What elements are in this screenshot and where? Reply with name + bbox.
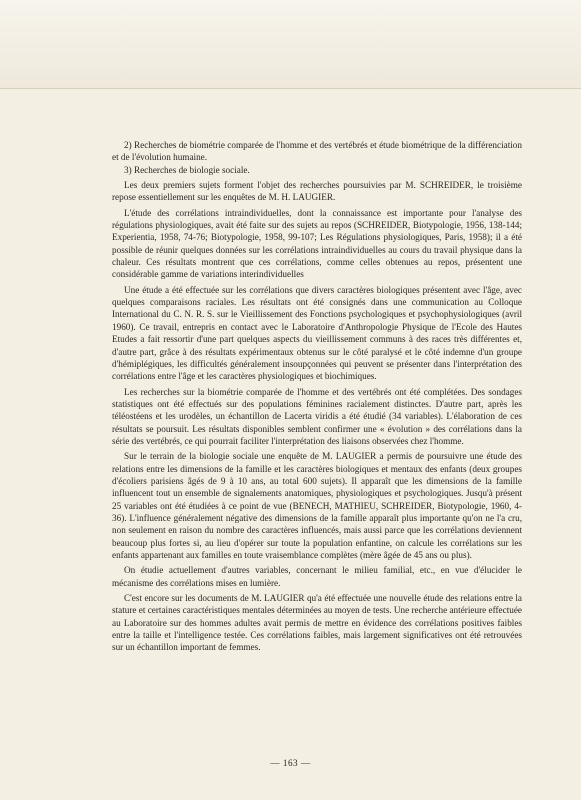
paragraph-comparative-biometry: Les recherches sur la biométrie comparée de l'homme et des vertébrés ont été complétées. Des sondages statistiques ont été effectués sur des populations féminines racialement distinctes. D'autre part, après les téléostéens et les urodèles, un échantillon de Lacerta viridis a été étudié (34 variables). L'élaboration de ces résultats se poursuit. Les résultats disponibles semblent confirmer une « évolution » des corrélations dans la série des vertébrés, ce qui pourrait faciliter l'interprétation des liaisons observées chez l'homme. [112, 386, 522, 446]
paragraph-social-biology: Sur le terrain de la biologie sociale une enquête de M. LAUGIER a permis de poursuivre une étude des relations entre les dimensions de la famille et les caractères biologiques et mentaux des enfants (deux groupes d'écoliers parisiens âgés de 9 à 10 ans, au total 600 sujets). Il apparaît que les dimensions de la famille influencent tout un ensemble de signalements anatomiques, physiologiques et psychologiques. Jusqu'à présent 25 variables ont été étudiées à ce point de vue (BENECH, MATHIEU, SCHREIDER, Biotypologie, 1960, 4-36). L'influence généralement négative des dimensions de la famille apparaît plus importante qu'on ne l'a cru, non seulement en raison du nombre des caractères influencés, mais aussi parce que les corrélations deviennent beaucoup plus fortes si, au lieu d'opérer sur toute la population enfantine, on calcule les corrélations sur les enfants appartenant aux familles en toute vraisemblance complètes (mère âgée de 45 ans ou plus). [112, 451, 522, 560]
paragraph-intraindividual: L'étude des corrélations intraindividuelles, dont la connaissance est importante pour l'analyse des régulations physiologiques, avait été faite sur des sujets au repos (SCHREIDER, Biotypologie, 1956, 138-144; Experientia, 1958, 74-76; Biotypologie, 1958, 99-107; Les Régulations physiologiques, Paris, 1958); il a été possible de réunir quelques données sur les corrélations intraindividuelles au cours du travail physique dans la chaleur. Ces résultats montrent que ces corrélations, comme celles obtenues au repos, présentent une considérable gamme de variations interindividuelles [112, 207, 522, 280]
paragraph-age-correlations: Une étude a été effectuée sur les corrélations que divers caractères biologiques présentent avec l'âge, avec quelques comparaisons raciales. Les résultats ont été consignés dans une communication au Colloque International du C. N. R. S. sur le Vieillissement des Fonctions psychologiques et psychophysiologiques (avril 1960). Ce travail, entrepris en contact avec le Laboratoire d'Anthropologie Physique de l'Ecole des Hautes Etudes a fait ressortir d'une part quelques aspects du vieillissement communs à des races très différentes et, d'autre part, grâce à des résultats expérimentaux obtenus sur le côté paralysé et le côté indemne d'un groupe d'hémiplégiques, les difficultés généralement insoupçonnées qui peuvent se présenter dans l'interprétation des corrélations entre l'âge et les caractères physiologiques et biochimiques. [112, 284, 522, 382]
page-top-edge [0, 0, 581, 89]
page-number: — 163 — [270, 758, 311, 768]
paragraph-item-3: 3) Recherches de biologie sociale. [124, 164, 250, 175]
paragraph-item-2: 2) Recherches de biométrie comparée de l'homme et des vertébrés et étude biométrique de la différenciation et de l'évolution humaine. [112, 140, 522, 163]
paragraph-intro: Les deux premiers sujets forment l'objet des recherches poursuivies par M. SCHREIDER, le troisième repose essentiellement sur les enquêtes de M. H. LAUGIER. [112, 180, 522, 203]
paragraph-other-variables: On étudie actuellement d'autres variables, concernant le milieu familial, etc., en vue d'élucider le mécanisme des corrélations mises en lumière. [112, 565, 522, 588]
document-body [112, 139, 522, 654]
paragraph-stature: C'est encore sur les documents de M. LAUGIER qu'a été effectuée une nouvelle étude des relations entre la stature et certaines caractéristiques mentales déterminées au moyen de tests. Une recherche antérieure effectuée au Laboratoire sur des hommes adultes avait permis de mettre en évidence des corrélations positives faibles entre la taille et l'intelligence testée. Ces corrélations faibles, mais largement significatives ont été retrouvées sur un échantillon important de femmes. [112, 593, 522, 653]
